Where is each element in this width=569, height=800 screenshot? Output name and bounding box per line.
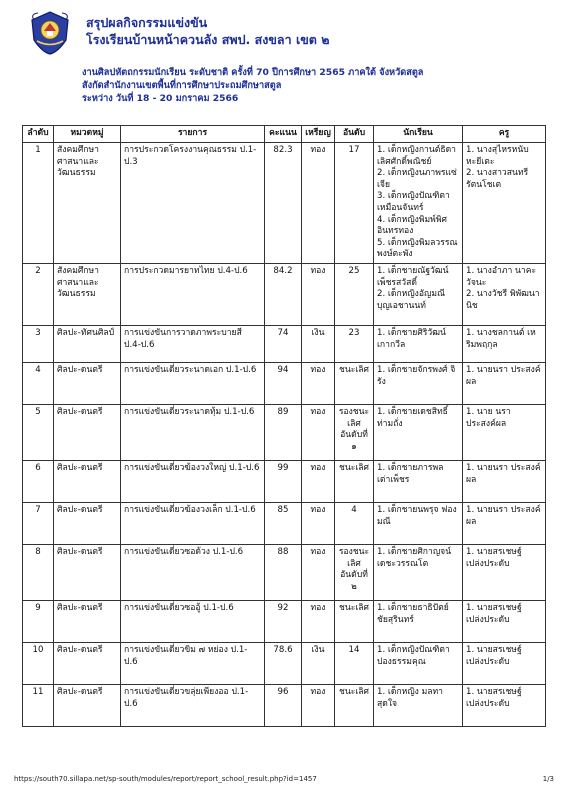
table-row <box>23 143 546 264</box>
row-category: ศิลปะ-ดนตรี <box>54 642 121 684</box>
student-name: 1. เด็กชายศิกาญจน์ เดชะวรรณโต <box>377 546 452 569</box>
col-header-students: นักเรียน <box>374 126 463 143</box>
row-students <box>374 325 463 362</box>
row-medal: ทอง <box>302 684 335 726</box>
event-dates: ระหว่าง วันที่ 18 - 20 มกราคม 2566 <box>82 93 239 104</box>
row-rank: 14 <box>335 642 374 684</box>
student-name: 1. เด็กชายจักรพงศ์ จิรัง <box>377 364 456 387</box>
student-name: 2. เด็กหญิงนภาพรแซ่เจีย <box>377 168 457 190</box>
col-header-item: รายการ <box>121 126 265 143</box>
row-score: 74 <box>265 325 302 362</box>
row-score: 88 <box>265 544 302 600</box>
row-number: 5 <box>23 404 54 460</box>
col-header-rank: อันดับ <box>335 126 374 143</box>
results-table <box>22 125 546 727</box>
row-number: 7 <box>23 502 54 544</box>
event-title: งานศิลปหัตถกรรมนักเรียน ระดับชาติ ครั้งที่ 70 ปีการศึกษา 2565 ภาคใต้ จังหวัดสตูล <box>82 67 424 78</box>
row-category: สังคมศึกษา ศาสนาและวัฒนธรรม <box>54 143 121 264</box>
table-body <box>23 143 546 727</box>
row-medal: เงิน <box>302 642 335 684</box>
row-medal: ทอง <box>302 460 335 502</box>
student-name: 1. เด็กชายศิริวัฒน์ เกากวีล <box>377 327 446 350</box>
row-rank: รองชนะเลิศ อันดับที่ ๒ <box>335 544 374 600</box>
row-teachers <box>463 325 546 362</box>
row-category: ศิลปะ-ทัศนศิลป์ <box>54 325 121 362</box>
row-students <box>374 404 463 460</box>
student-name: 1. เด็กชายธาธิปัตย์ ชัยสุรินทร์ <box>377 602 449 625</box>
row-item: การประกวดโครงงานคุณธรรม ป.1-ป.3 <box>121 143 265 264</box>
teacher-name: 2. นางวัชรี พิพัฒนานิช <box>466 289 540 311</box>
row-students <box>374 684 463 726</box>
school-name: โรงเรียนบ้านหน้าควนลัง สพป. สงขลา เขต ๒ <box>86 32 330 47</box>
row-item: การแข่งขันเดี่ยวซออู้ ป.1-ป.6 <box>121 600 265 642</box>
row-item: การประกวดมารยาทไทย ป.4-ป.6 <box>121 263 265 325</box>
row-medal: ทอง <box>302 502 335 544</box>
row-rank: ชนะเลิศ <box>335 460 374 502</box>
row-item: การแข่งขันเดี่ยวขิม ๗ หย่อง ป.1-ป.6 <box>121 642 265 684</box>
row-teachers <box>463 642 546 684</box>
row-item: การแข่งขันเดี่ยวซอด้วง ป.1-ป.6 <box>121 544 265 600</box>
row-score: 96 <box>265 684 302 726</box>
teacher-name: 1. นายสรเชษฐ์ เปล่งประดับ <box>466 686 522 709</box>
row-students <box>374 263 463 325</box>
school-title <box>86 14 329 48</box>
teacher-name: 1. นายสรเชษฐ์ เปล่งประดับ <box>466 644 522 667</box>
table-row <box>23 325 546 362</box>
report-title: สรุปผลกิจกรรมแข่งขัน <box>86 15 208 30</box>
row-students <box>374 600 463 642</box>
row-students <box>374 143 463 264</box>
teacher-name: 1. นางอำภา นาคะวัจนะ <box>466 265 537 288</box>
row-teachers <box>463 684 546 726</box>
col-header-score: คะแนน <box>265 126 302 143</box>
teacher-name: 1. นายนรา ประสงค์ผล <box>466 504 541 527</box>
row-category: ศิลปะ-ดนตรี <box>54 362 121 404</box>
row-medal: เงิน <box>302 325 335 362</box>
row-rank: 4 <box>335 502 374 544</box>
table-row <box>23 684 546 726</box>
row-students <box>374 642 463 684</box>
student-name: 3. เด็กหญิงปัณฑิตาเหมือนจันทร์ <box>377 191 450 213</box>
student-name: 1. เด็กหญิงปัณฑิตา ปองธรรมคุณ <box>377 644 450 667</box>
row-item: การแข่งขันเดี่ยวฆ้องวงใหญ่ ป.1-ป.6 <box>121 460 265 502</box>
row-rank: 23 <box>335 325 374 362</box>
row-rank: ชนะเลิศ <box>335 600 374 642</box>
row-number: 10 <box>23 642 54 684</box>
row-rank: ชนะเลิศ <box>335 362 374 404</box>
teacher-name: 1. นาย นรา ประสงค์ผล <box>466 406 511 429</box>
student-name: 2. เด็กหญิงอัญมณี บุญเอชานนท์ <box>377 289 445 311</box>
row-teachers <box>463 404 546 460</box>
row-score: 84.2 <box>265 263 302 325</box>
row-category: ศิลปะ-ดนตรี <box>54 502 121 544</box>
student-name: 1. เด็กชายณัฐวัฒน์ เพ็ชรสวัสดิ์ <box>377 265 449 288</box>
teacher-name: 1. นายสรเชษฐ์ เปล่งประดับ <box>466 602 522 625</box>
row-teachers <box>463 502 546 544</box>
row-rank: 17 <box>335 143 374 264</box>
row-medal: ทอง <box>302 263 335 325</box>
row-score: 85 <box>265 502 302 544</box>
row-rank: รองชนะเลิศ อันดับที่ ๑ <box>335 404 374 460</box>
row-number: 1 <box>23 143 54 264</box>
row-medal: ทอง <box>302 600 335 642</box>
col-header-category: หมวดหมู่ <box>54 126 121 143</box>
table-header-row <box>23 126 546 143</box>
row-teachers <box>463 263 546 325</box>
row-score: 94 <box>265 362 302 404</box>
page-number: 1/3 <box>542 775 554 783</box>
row-teachers <box>463 600 546 642</box>
table-row <box>23 404 546 460</box>
table-row <box>23 642 546 684</box>
row-score: 99 <box>265 460 302 502</box>
row-score: 89 <box>265 404 302 460</box>
row-score: 92 <box>265 600 302 642</box>
row-medal: ทอง <box>302 544 335 600</box>
row-item: การแข่งขันเดี่ยวขลุ่ยเพียงออ ป.1-ป.6 <box>121 684 265 726</box>
row-teachers <box>463 362 546 404</box>
student-name: 4. เด็กหญิงพิมพ์พิศอินทรทอง <box>377 214 447 237</box>
event-info <box>82 66 423 105</box>
report-header <box>28 8 548 58</box>
row-students <box>374 362 463 404</box>
table-row <box>23 460 546 502</box>
row-medal: ทอง <box>302 362 335 404</box>
row-item: การแข่งขันเดี่ยวระนาดเอก ป.1-ป.6 <box>121 362 265 404</box>
row-medal: ทอง <box>302 143 335 264</box>
row-students <box>374 502 463 544</box>
teacher-name: 1. นางสุไหรหนับ หะยีเตะ <box>466 145 529 167</box>
row-category: ศิลปะ-ดนตรี <box>54 544 121 600</box>
row-students <box>374 460 463 502</box>
teacher-name: 2. นางสาวสนทรี รัตนโชเต <box>466 168 529 190</box>
row-number: 6 <box>23 460 54 502</box>
table-row <box>23 502 546 544</box>
row-students <box>374 544 463 600</box>
table-row <box>23 263 546 325</box>
student-name: 1. เด็กชายเดชสิทธิ์ ท่ามถั่ง <box>377 406 448 429</box>
row-rank: ชนะเลิศ <box>335 684 374 726</box>
row-category: ศิลปะ-ดนตรี <box>54 460 121 502</box>
student-name: 1. เด็กหญิงกานต์ธิดา เลิศศักดิ์พณิชย์ <box>377 145 456 167</box>
row-item: การแข่งขันเดี่ยวระนาดทุ้ม ป.1-ป.6 <box>121 404 265 460</box>
row-category: ศิลปะ-ดนตรี <box>54 600 121 642</box>
row-number: 4 <box>23 362 54 404</box>
teacher-name: 1. นางชลกานต์ เหริมพฤกุล <box>466 327 536 350</box>
teacher-name: 1. นายนรา ประสงค์ผล <box>466 462 541 485</box>
row-rank: 25 <box>335 263 374 325</box>
page-url: https://south70.sillapa.net/sp-south/modules/report/report_school_result.php?id=1457 <box>14 775 317 783</box>
row-score: 78.6 <box>265 642 302 684</box>
row-item: การแข่งขันการวาดภาพระบายสี ป.4-ป.6 <box>121 325 265 362</box>
row-medal: ทอง <box>302 404 335 460</box>
row-category: สังคมศึกษา ศาสนาและวัฒนธรรม <box>54 263 121 325</box>
row-teachers <box>463 544 546 600</box>
school-logo <box>28 10 72 56</box>
student-name: 1. เด็กชายนพรุจ ฟองมณี <box>377 504 457 527</box>
row-number: 2 <box>23 263 54 325</box>
row-score: 82.3 <box>265 143 302 264</box>
row-category: ศิลปะ-ดนตรี <box>54 404 121 460</box>
student-name: 1. เด็กหญิง มลทา สุดใจ <box>377 686 443 709</box>
col-header-no: ลำดับ <box>23 126 54 143</box>
col-header-medal: เหรียญ <box>302 126 335 143</box>
row-number: 9 <box>23 600 54 642</box>
col-header-teachers: ครู <box>463 126 546 143</box>
row-teachers <box>463 460 546 502</box>
row-number: 11 <box>23 684 54 726</box>
table-row <box>23 544 546 600</box>
student-name: 5. เด็กหญิงพิมลวรรณ พงษ์ตะพัง <box>377 237 458 260</box>
table-row <box>23 600 546 642</box>
teacher-name: 1. นายนรา ประสงค์ผล <box>466 364 541 387</box>
row-category: ศิลปะ-ดนตรี <box>54 684 121 726</box>
event-host: สังกัดสำนักงานเขตพื้นที่การศึกษาประถมศึกษาสตูล <box>82 80 282 91</box>
table-row <box>23 362 546 404</box>
teacher-name: 1. นายสรเชษฐ์ เปล่งประดับ <box>466 546 522 569</box>
row-number: 8 <box>23 544 54 600</box>
row-teachers <box>463 143 546 264</box>
student-name: 1. เด็กชายภารพล เต่าเพ็ชร <box>377 462 444 485</box>
row-number: 3 <box>23 325 54 362</box>
row-item: การแข่งขันเดี่ยวฆ้องวงเล็ก ป.1-ป.6 <box>121 502 265 544</box>
